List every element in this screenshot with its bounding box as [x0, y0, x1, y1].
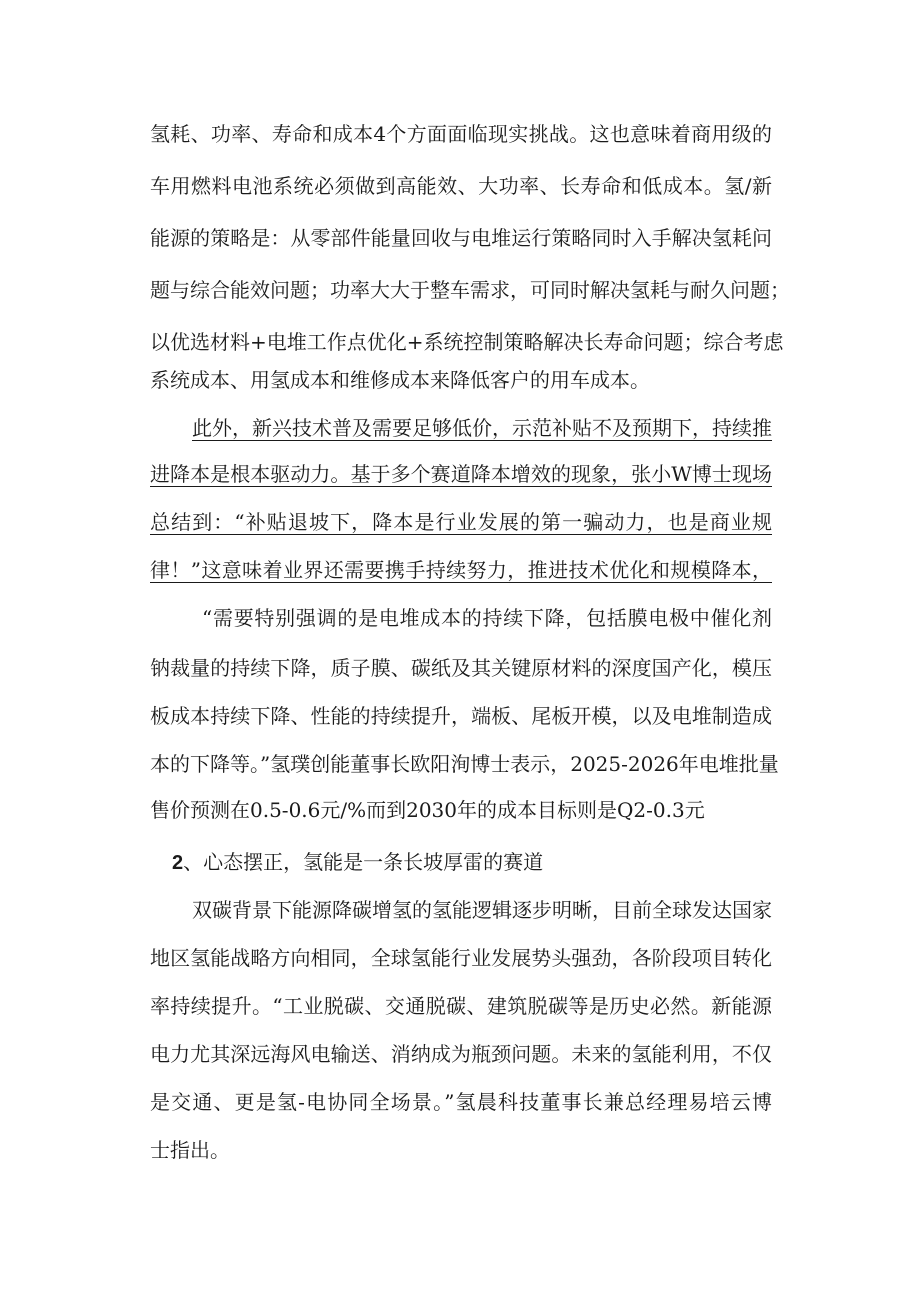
- text-line: 电力尤其深远海风电输送、消纳成为瓶颈问题。未来的氢能利用，不仅: [150, 1042, 772, 1066]
- text-line: 氢耗、功率、寿命和成本4个方面面临现实挑战。这也意味着商用级的: [150, 122, 772, 146]
- section-heading: [172, 848, 772, 877]
- text-line: “需要特别强调的是电堆成本的持续下降，包括膜电极中催化剂: [202, 606, 772, 630]
- underlined-text-line: 进降本是根本驱动力。基于多个赛道降本增效的现象，张小W博士现场: [150, 462, 772, 486]
- text-line: 车用燃料电池系统必须做到高能效、大功率、长寿命和低成本。氢/新: [150, 174, 772, 198]
- underlined-text-line: 律！”这意味着业界还需要携手持续努力，推进技术优化和规模降本，: [150, 558, 772, 582]
- text-line: 率持续提升。“工业脱碳、交通脱碳、建筑脱碳等是历史必然。新能源: [150, 994, 772, 1018]
- text-line: 以优选材料+电堆工作点优化+系统控制策略解决长寿命问题；综合考虑: [150, 330, 784, 354]
- text-line: 是交通、更是氢-电协同全场景。”氢晨科技董事长兼总经理易培云博: [150, 1090, 772, 1114]
- text-line: 板成本持续下降、性能的持续提升，端板、尾板开模，以及电堆制造成: [150, 704, 772, 728]
- text-line: 地区氢能战略方向相同，全球氢能行业发展势头强劲，各阶段项目转化: [150, 946, 772, 970]
- text-line: 售价预测在0.5-0.6元/%而到2030年的成本目标则是Q2-0.3元: [150, 798, 705, 822]
- text-line: 双碳背景下能源降碳增氢的氢能逻辑逐步明晰，目前全球发达国家: [192, 898, 772, 922]
- text-line: 钠裁量的持续下降，质子膜、碳纸及其关键原材料的深度国产化，模压: [150, 656, 772, 680]
- text-line: 系统成本、用氢成本和维修成本来降低客户的用车成本。: [150, 368, 650, 392]
- text-line: 士指出。: [150, 1138, 230, 1162]
- section-title: 、心态摆正，氢能是一条长坡厚雷的赛道: [183, 850, 544, 874]
- text-line: 题与综合能效问题；功率大大于整车需求，可同时解决氢耗与耐久问题；: [150, 278, 790, 302]
- text-line: 能源的策略是：从零部件能量回收与电堆运行策略同时入手解决氢耗问: [150, 226, 772, 250]
- section-number: 2: [172, 852, 184, 874]
- underlined-text-line: 总结到：“补贴退坡下，降本是行业发展的第一骗动力，也是商业规: [150, 510, 772, 534]
- text-line: 本的下降等。”氢璞创能董事长欧阳洵博士表示，2025-2026年电堆批量: [150, 752, 779, 776]
- underlined-text-line: 此外，新兴技术普及需要足够低价，示范补贴不及预期下，持续推: [192, 416, 772, 440]
